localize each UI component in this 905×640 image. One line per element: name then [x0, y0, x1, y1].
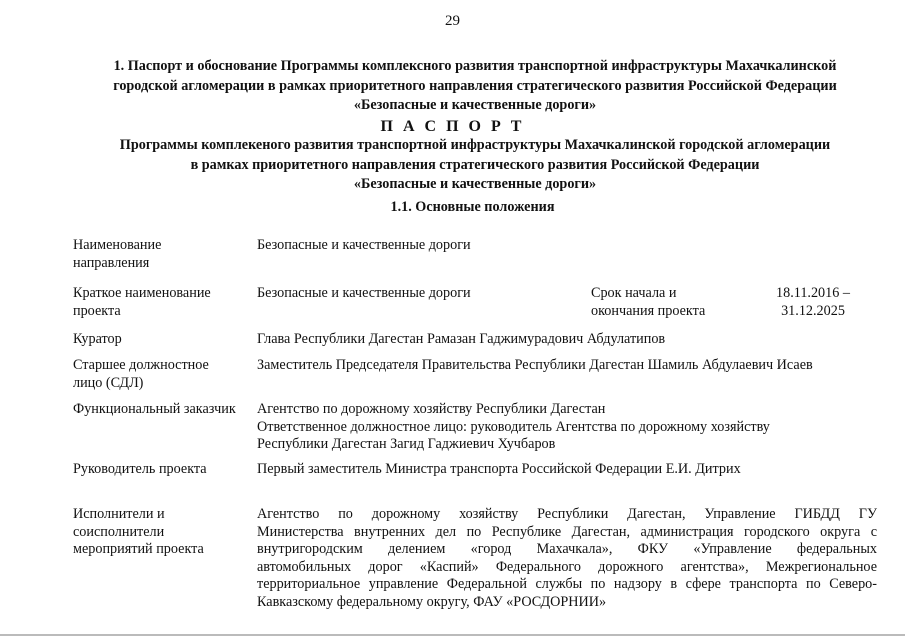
- row-value-line: Кавказскому федеральному округу, ФАУ «РОСДОРНИИ»: [257, 593, 607, 610]
- row-label-line: направления: [73, 254, 150, 271]
- row-label: [73, 401, 255, 419]
- page-number: 29: [445, 13, 460, 29]
- row-value-line: Агентство по дорожному хозяйству Республики Дагестан: [257, 401, 606, 417]
- term-label-line: окончания проекта: [591, 302, 706, 319]
- passport-title: П А С П О Р Т: [380, 118, 525, 135]
- term-label-line: Срок начала и: [591, 285, 677, 301]
- row-value: [257, 357, 877, 375]
- row-label-line: Руководитель проекта: [73, 461, 207, 477]
- page-bottom-rule: [0, 634, 905, 636]
- row-label: [73, 237, 255, 272]
- row-value-line: Заместитель Председателя Правительства Республики Дагестан Шамиль Абдулаевич Исаев: [257, 357, 813, 373]
- row-value-line: Глава Республики Дагестан Рамазан Гаджимурадович Абдулатипов: [257, 331, 666, 347]
- heading-line: «Безопасные и качественные дороги»: [353, 97, 597, 113]
- term-label: [591, 285, 741, 320]
- row-value-line: Министерства внутренних дел по Республике Дагестан, администрация городского округа с: [257, 523, 877, 540]
- heading-line: Программы комплекеного развития транспортной инфраструктуры Махачкалинской городской агломерации: [119, 137, 831, 153]
- row-label-line: Исполнители и: [73, 506, 165, 522]
- row-label: [73, 331, 255, 349]
- row-value-line: Безопасные и качественные дороги: [257, 237, 471, 253]
- heading-line: «Безопасные и качественные дороги»: [353, 176, 597, 192]
- row-label-line: мероприятий проекта: [73, 541, 204, 557]
- row-label-line: Краткое наименование: [73, 285, 211, 301]
- row-value: [257, 237, 877, 255]
- row-value-line: внутригородским делением «город Махачкала», ФКУ «Управление федеральных: [257, 541, 877, 557]
- row-value-line: Агентство по дорожному хозяйству Республики Дагестан, Управление ГИБДД ГУ: [257, 506, 877, 522]
- heading-line: в рамках приоритетного направления стратегического развития Российской Федерации: [190, 156, 760, 173]
- row-label-line: лицо (СДЛ): [73, 374, 144, 391]
- row-label-line: Куратор: [73, 331, 122, 347]
- term-end-date: 31.12.2025: [781, 302, 845, 319]
- row-value-line: автомобильных дорог «Каспий» Федерального дорожного агентства», Межрегиональное: [257, 558, 877, 575]
- row-value-line: Безопасные и качественные дороги: [257, 285, 471, 301]
- term-start-date: 18.11.2016 –: [776, 285, 850, 301]
- row-label-line: соисполнители: [73, 523, 165, 540]
- row-value-line: Республики Дагестан Загид Гаджиевич Хучбаров: [257, 436, 556, 452]
- row-label-line: проекта: [73, 302, 121, 319]
- row-label: [73, 461, 255, 479]
- section-title: 1.1. Основные положения: [390, 199, 555, 215]
- heading-line: городской агломерации в рамках приоритетного направления стратегического развития Российской Федерации: [113, 77, 837, 94]
- row-value-line: Первый заместитель Министра транспорта Российской Федерации Е.И. Дитрих: [257, 461, 741, 477]
- row-value: [257, 285, 577, 303]
- row-value-line: Ответственное должностное лицо: руководитель Агентства по дорожному хозяйству: [257, 418, 770, 435]
- document-heading: [60, 57, 890, 116]
- row-value: [257, 461, 877, 479]
- row-label: [73, 285, 255, 320]
- row-value: [257, 401, 877, 454]
- row-value: [257, 331, 877, 349]
- row-label-line: Старшее должностное: [73, 357, 209, 373]
- term-value: [753, 285, 873, 320]
- program-heading: [60, 136, 890, 195]
- row-value: [257, 506, 877, 611]
- row-label: [73, 357, 255, 392]
- row-value-line: территориальное управление Федеральной службы по надзору в сфере транспорта по Северо-: [257, 576, 877, 592]
- row-label-line: Наименование: [73, 237, 162, 253]
- row-label-line: Функциональный заказчик: [73, 401, 236, 417]
- heading-line: 1. Паспорт и обоснование Программы комплексного развития транспортной инфраструктуры Махачкалинской: [113, 58, 837, 74]
- row-label: [73, 506, 255, 559]
